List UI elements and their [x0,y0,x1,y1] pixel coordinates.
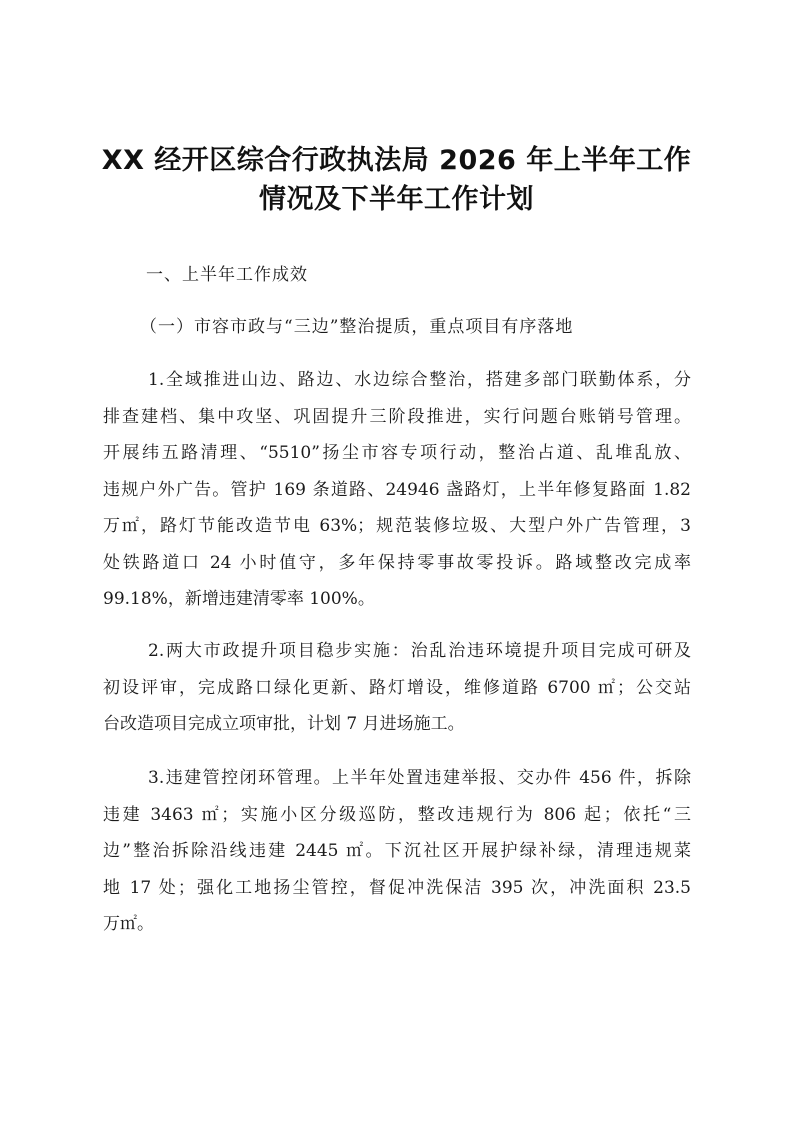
paragraph-line: 违规户外广告。管护 169 条道路、24946 盏路灯，上半年修复路面 1.82 [103,479,691,500]
paragraph-2 [103,633,691,743]
paragraph-line: 处铁路道口 24 小时值守，多年保持零事故零投诉。路域整改完成率 [103,552,691,573]
paragraph-line: 1.全域推进山边、路边、水边综合整治，搭建多部门联勤体系，分 [148,370,691,390]
document-title-line1: XX 经开区综合行政执法局 2026 年上半年工作 [101,145,692,176]
paragraph-1 [103,362,691,618]
subsection-heading: （一）市容市政与“三边”整治提质，重点项目有序落地 [140,317,574,337]
paragraph-line: 初设评审，完成路口绿化更新、路灯增设，维修道路 6700 ㎡；公交站 [103,677,691,698]
paragraph-line: 排查建档、集中攻坚、巩固提升三阶段推进，实行问题台账销号管理。 [103,406,691,427]
document-title-line2: 情况及下半年工作计划 [259,184,534,215]
paragraph-line: 3.违建管控闭环管理。上半年处置违建举报、交办件 456 件，拆除 [148,768,691,788]
paragraph-line: 万㎡，路灯节能改造节电 63%；规范装修垃圾、大型户外广告管理，3 [103,516,691,536]
paragraph-line: 万㎡。 [103,914,154,934]
paragraph-line: 2.两大市政提升项目稳步实施：治乱治违环境提升项目完成可研及 [148,641,691,661]
paragraph-line: 99.18%，新增违建清零率 100%。 [103,589,375,609]
paragraph-line: 地 17 处；强化工地扬尘管控，督促冲洗保洁 395 次，冲洗面积 23.5 [103,877,691,898]
section-heading: 一、上半年工作成效 [146,265,308,285]
paragraph-3 [103,760,691,943]
paragraph-line: 开展纬五路清理、“5510”扬尘市容专项行动，整治占道、乱堆乱放、 [103,443,691,463]
paragraph-line: 违建 3463 ㎡；实施小区分级巡防，整改违规行为 806 起；依托“三 [103,804,691,825]
paragraph-line: 台改造项目完成立项审批，计划 7 月进场施工。 [103,714,465,734]
paragraph-line: 边”整治拆除沿线违建 2445 ㎡。下沉社区开展护绿补绿，清理违规菜 [103,841,691,861]
